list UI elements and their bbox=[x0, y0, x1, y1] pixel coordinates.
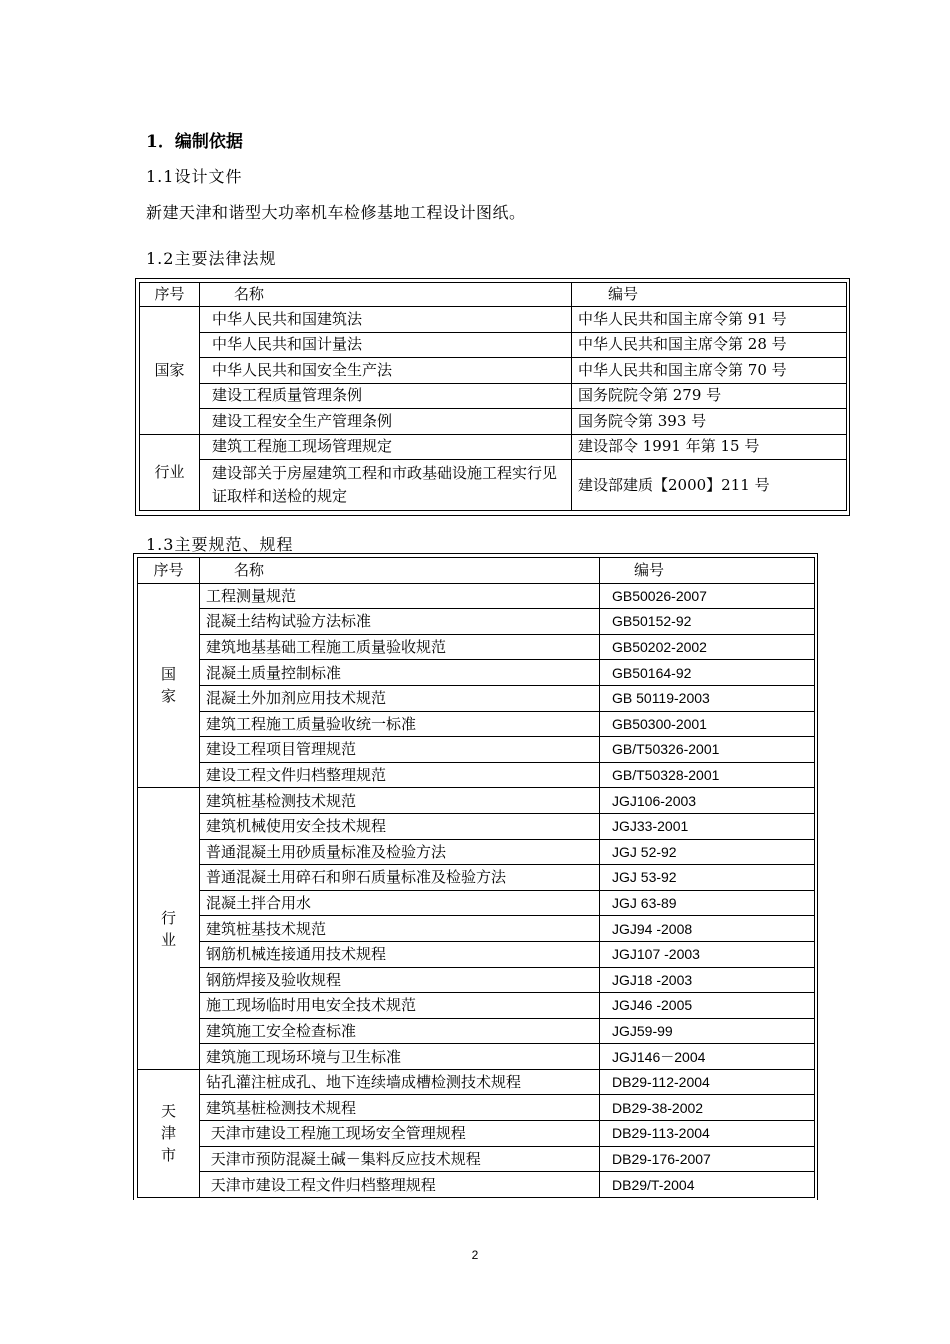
standard-code: JGJ106-2003 bbox=[600, 788, 815, 814]
law-code: 中华人民共和国主席令第 70 号 bbox=[572, 358, 847, 384]
table-row bbox=[138, 762, 815, 788]
table-row bbox=[140, 460, 847, 511]
standard-code: JGJ94 -2008 bbox=[600, 916, 815, 942]
table-row bbox=[138, 737, 815, 763]
header-code: 编号 bbox=[572, 283, 847, 307]
table-row bbox=[140, 358, 847, 384]
subsection-title-1-1: 1.1设计文件 bbox=[146, 167, 243, 186]
standard-name: 混凝土外加剂应用技术规范 bbox=[200, 685, 600, 711]
group-label: 行 业 bbox=[138, 788, 200, 1070]
table-row bbox=[140, 434, 847, 460]
law-name: 中华人民共和国计量法 bbox=[200, 332, 572, 358]
standard-name: 混凝土结构试验方法标准 bbox=[200, 609, 600, 635]
table-row bbox=[138, 890, 815, 916]
table-row bbox=[138, 1018, 815, 1044]
header-index: 序号 bbox=[140, 283, 200, 307]
standard-name: 天津市建设工程施工现场安全管理规程 bbox=[200, 1121, 600, 1147]
table-row bbox=[138, 1146, 815, 1172]
standard-code: DB29/T-2004 bbox=[600, 1172, 815, 1198]
laws-table bbox=[139, 282, 847, 511]
table-row bbox=[138, 1069, 815, 1095]
standard-name: 施工现场临时用电安全技术规范 bbox=[200, 993, 600, 1019]
table-header-row bbox=[138, 558, 815, 584]
table-row bbox=[138, 711, 815, 737]
standard-code: JGJ146－2004 bbox=[600, 1044, 815, 1070]
header-name: 名称 bbox=[200, 283, 572, 307]
standard-code: GB50026-2007 bbox=[600, 583, 815, 609]
table-row bbox=[138, 839, 815, 865]
group-label: 国 家 bbox=[138, 583, 200, 788]
law-code: 建设部建质【2000】211 号 bbox=[572, 460, 847, 511]
standard-code: JGJ33-2001 bbox=[600, 813, 815, 839]
standards-body bbox=[138, 583, 815, 1197]
table-row bbox=[140, 383, 847, 409]
law-code: 建设部令 1991 年第 15 号 bbox=[572, 434, 847, 460]
standard-code: GB50202-2002 bbox=[600, 634, 815, 660]
standard-code: GB50152-92 bbox=[600, 609, 815, 635]
header-name: 名称 bbox=[200, 558, 600, 584]
law-code: 中华人民共和国主席令第 91 号 bbox=[572, 307, 847, 333]
standard-code: GB50300-2001 bbox=[600, 711, 815, 737]
table-row bbox=[138, 634, 815, 660]
standard-code: JGJ107 -2003 bbox=[600, 941, 815, 967]
table-row bbox=[138, 788, 815, 814]
law-name: 中华人民共和国建筑法 bbox=[200, 307, 572, 333]
standard-name: 建筑基桩检测技术规程 bbox=[200, 1095, 600, 1121]
law-name: 建设部关于房屋建筑工程和市政基础设施工程实行见证取样和送检的规定 bbox=[200, 460, 572, 511]
table-row bbox=[138, 941, 815, 967]
standard-name: 建设工程文件归档整理规范 bbox=[200, 762, 600, 788]
standard-name: 钢筋机械连接通用技术规程 bbox=[200, 941, 600, 967]
standard-name: 普通混凝土用砂质量标准及检验方法 bbox=[200, 839, 600, 865]
paragraph-design-docs: 新建天津和谐型大功率机车检修基地工程设计图纸。 bbox=[146, 203, 526, 222]
standard-name: 建筑地基基础工程施工质量验收规范 bbox=[200, 634, 600, 660]
standard-name: 建筑施工现场环境与卫生标准 bbox=[200, 1044, 600, 1070]
table-row bbox=[138, 993, 815, 1019]
standard-name: 天津市建设工程文件归档整理规程 bbox=[200, 1172, 600, 1198]
table-row bbox=[138, 1044, 815, 1070]
group-label: 国家 bbox=[140, 307, 200, 435]
table-row bbox=[138, 813, 815, 839]
table-row bbox=[138, 1095, 815, 1121]
standard-name: 混凝土质量控制标准 bbox=[200, 660, 600, 686]
standard-code: GB/T50326-2001 bbox=[600, 737, 815, 763]
standard-code: JGJ46 -2005 bbox=[600, 993, 815, 1019]
table-row bbox=[140, 409, 847, 435]
law-code: 国务院令第 393 号 bbox=[572, 409, 847, 435]
law-code: 国务院院令第 279 号 bbox=[572, 383, 847, 409]
standard-code: DB29-176-2007 bbox=[600, 1146, 815, 1172]
standard-code: JGJ 52-92 bbox=[600, 839, 815, 865]
table-row bbox=[138, 609, 815, 635]
standard-code: GB/T50328-2001 bbox=[600, 762, 815, 788]
table-row bbox=[138, 660, 815, 686]
table-row bbox=[138, 1121, 815, 1147]
law-code: 中华人民共和国主席令第 28 号 bbox=[572, 332, 847, 358]
standard-name: 建设工程项目管理规范 bbox=[200, 737, 600, 763]
standard-name: 普通混凝土用碎石和卵石质量标准及检验方法 bbox=[200, 865, 600, 891]
standard-code: GB50164-92 bbox=[600, 660, 815, 686]
header-code: 编号 bbox=[600, 558, 815, 584]
standard-name: 工程测量规范 bbox=[200, 583, 600, 609]
law-name: 建设工程质量管理条例 bbox=[200, 383, 572, 409]
table-row bbox=[138, 1172, 815, 1198]
table-row bbox=[138, 916, 815, 942]
page-number: 2 bbox=[471, 1248, 479, 1262]
law-name: 建筑工程施工现场管理规定 bbox=[200, 434, 572, 460]
law-name: 建设工程安全生产管理条例 bbox=[200, 409, 572, 435]
standard-name: 混凝土拌合用水 bbox=[200, 890, 600, 916]
standard-name: 建筑施工安全检查标准 bbox=[200, 1018, 600, 1044]
standard-name: 钢筋焊接及验收规程 bbox=[200, 967, 600, 993]
table-row bbox=[138, 583, 815, 609]
standard-name: 钻孔灌注桩成孔、地下连续墙成槽检测技术规程 bbox=[200, 1069, 600, 1095]
subsection-title-1-2: 1.2主要法律法规 bbox=[146, 249, 277, 268]
standard-code: DB29-112-2004 bbox=[600, 1069, 815, 1095]
standard-code: JGJ 63-89 bbox=[600, 890, 815, 916]
table-row bbox=[138, 865, 815, 891]
standard-code: JGJ18 -2003 bbox=[600, 967, 815, 993]
standard-code: GB 50119-2003 bbox=[600, 685, 815, 711]
standard-code: DB29-113-2004 bbox=[600, 1121, 815, 1147]
standard-name: 建筑桩基技术规范 bbox=[200, 916, 600, 942]
section-heading: 1．编制依据 bbox=[146, 132, 243, 152]
standard-code: DB29-38-2002 bbox=[600, 1095, 815, 1121]
standards-table bbox=[137, 557, 815, 1198]
standard-name: 建筑机械使用安全技术规程 bbox=[200, 813, 600, 839]
table-row bbox=[140, 332, 847, 358]
group-label: 行业 bbox=[140, 434, 200, 511]
table-row bbox=[138, 967, 815, 993]
standard-name: 天津市预防混凝土碱－集料反应技术规程 bbox=[200, 1146, 600, 1172]
group-label: 天 津 市 bbox=[138, 1069, 200, 1197]
header-index: 序号 bbox=[138, 558, 200, 584]
standard-name: 建筑桩基检测技术规范 bbox=[200, 788, 600, 814]
standard-code: JGJ 53-92 bbox=[600, 865, 815, 891]
table-row bbox=[140, 307, 847, 333]
standard-code: JGJ59-99 bbox=[600, 1018, 815, 1044]
table-row bbox=[138, 685, 815, 711]
law-name: 中华人民共和国安全生产法 bbox=[200, 358, 572, 384]
standard-name: 建筑工程施工质量验收统一标准 bbox=[200, 711, 600, 737]
subsection-title-1-3: 1.3主要规范、规程 bbox=[146, 535, 294, 554]
table-header-row bbox=[140, 283, 847, 307]
